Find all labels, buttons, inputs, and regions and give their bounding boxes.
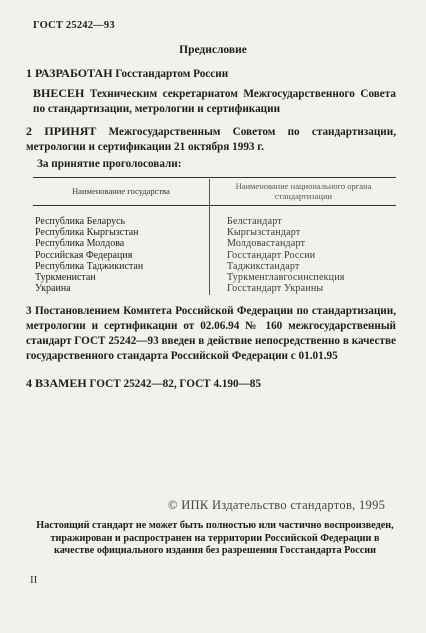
page-number: II [30, 574, 38, 586]
state-item: Республика Таджикистан [35, 260, 144, 272]
section-adopted [26, 124, 396, 155]
states-list [35, 216, 205, 294]
table-header-state: Наименование государства [72, 186, 170, 196]
page-title: Предисловие [179, 44, 247, 56]
state-item: Российская Федерация [35, 249, 133, 261]
standards-body-item: Туркменглавгосинспекция [227, 272, 345, 284]
state-item: Туркменистан [35, 272, 96, 284]
section-replaces-text: ГОСТ 25242—82, ГОСТ 4.190—85 [86, 378, 261, 390]
state-item: Республика Кыргызстан [35, 227, 139, 239]
standards-body-item: Молдовастандарт [227, 238, 306, 250]
section-adopted-text: Межгосударственным Советом по стандартизации, метрологии и сертификации 21 октября 1993 г. [26, 126, 396, 153]
standard-code: ГОСТ 25242—93 [33, 20, 115, 31]
state-item: Республика Молдова [35, 238, 125, 250]
section-enacted: 3 Постановлением Комитета Российской Федерации по стандартизации, метрологии и сертификации от 02.06.94 № 160 межгосударственный стандарт ГОСТ 25242—93 введен в действие непосредственно в качестве государственного стандарта Российской Федерации с 01.01.95 [26, 305, 396, 362]
standards-body-item: Госстандарт России [227, 249, 316, 261]
voting-table [33, 177, 396, 299]
section-introduced [33, 86, 396, 117]
section-replaces-lead: 4 ВЗАМЕН [26, 376, 87, 390]
section-developed-lead: 1 РАЗРАБОТАН [26, 66, 113, 80]
section-introduced-lead: ВНЕСЕН [33, 86, 85, 100]
section-replaces [26, 376, 396, 392]
standards-bodies-list [227, 216, 395, 294]
standards-body-item: Госстандарт Украины [227, 283, 324, 295]
section-developed-text: Госстандартом России [112, 68, 229, 80]
section-introduced-text: Техническим секретариатом Межгосударственного Совета по стандартизации, метрологии и сертификации [33, 88, 396, 115]
vote-heading: За принятие проголосовали: [37, 158, 182, 170]
table-header-rule [33, 205, 396, 206]
copyright-line: © ИПК Издательство стандартов, 1995 [168, 498, 386, 512]
reproduction-notice: Настоящий стандарт не может быть полностью или частично воспроизведен, тиражирован и распространен на территории Российской Федерации в качестве официального издания без разрешения Госстандарта России [36, 520, 394, 556]
state-item: Республика Беларусь [35, 216, 126, 227]
standards-body-item: Таджикстандарт [227, 260, 300, 272]
table-header-body: Наименование национального органа стандартизации [235, 181, 372, 201]
table-column-divider [209, 179, 210, 295]
section-developed [26, 66, 396, 82]
state-item: Украина [35, 283, 71, 295]
section-adopted-lead: 2 ПРИНЯТ [26, 124, 97, 138]
table-top-rule [33, 177, 396, 178]
standards-body-item: Белстандарт [227, 216, 282, 227]
standards-body-item: Кыргызстандарт [227, 227, 301, 239]
